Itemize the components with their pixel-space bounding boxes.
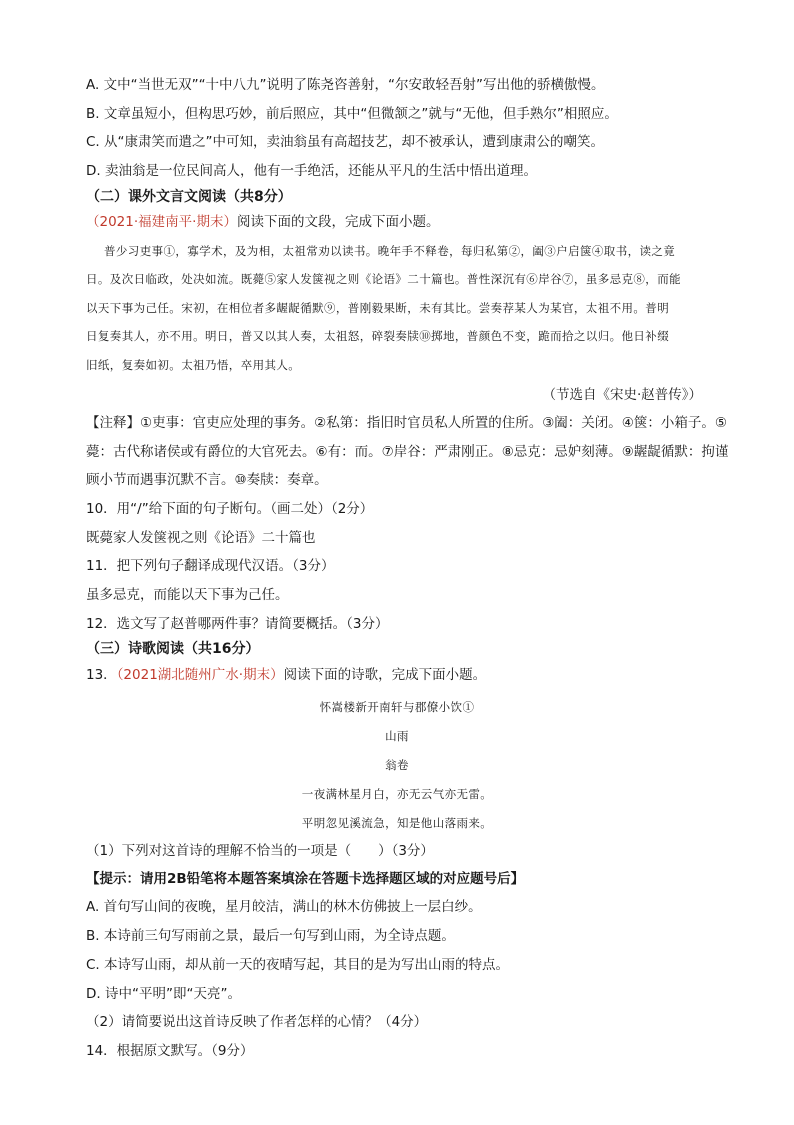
notes-line: 薨：古代称诸侯或有爵位的大官死去。⑥有：而。⑦岸谷：严肃刚正。⑧忌克：忌妒刻薄。⑨龌龊循默：拘谨	[86, 444, 729, 460]
poem-line: 一夜满林星月白，亦无云气亦无雷。	[301, 787, 493, 801]
instruction-text: 阅读下面的诗歌，完成下面小题。	[283, 667, 487, 683]
question-13-2: （2）请简要说出这首诗反映了作者怎样的心情？（4分）	[86, 1014, 428, 1030]
passage-line: 普少习吏事①，寡学术，及为相，太祖常劝以读书。晚年手不释卷，每归私第②，阖③户启箧④取书，读之竟	[104, 244, 676, 258]
question-11-sentence: 虽多忌克，而能以天下事为己任。	[86, 587, 289, 603]
question-13-intro	[86, 666, 486, 684]
section-heading-classical: （二）课外文言文阅读（共8分）	[86, 189, 292, 205]
poem-option-c: C. 本诗写山雨，却从前一天的夜晴写起，其目的是为写出山雨的特点。	[86, 957, 510, 973]
question-10-sentence: 既薨家人发箧视之则《论语》二十篇也	[86, 530, 316, 546]
answer-tip: 【提示：请用2B铅笔将本题答案填涂在答题卡选择题区域的对应题号后】	[86, 871, 525, 887]
citation: （节选自《宋史·赵普传》）	[542, 387, 702, 403]
section-heading-poetry: （三）诗歌阅读（共16分）	[86, 641, 260, 657]
poem-subtitle: 山雨	[385, 729, 409, 743]
notes-line: 【注释】①吏事：官吏应处理的事务。②私第：指旧时官员私人所置的住所。③阖：关闭。④箧：小箱子。⑤	[86, 415, 728, 431]
notes-line: 顾小节而遇事沉默不言。⑩奏牍：奏章。	[86, 472, 328, 488]
question-14: 14．根据原文默写。（9分）	[86, 1043, 254, 1059]
source-tag: （2021·福建南平·期末）	[86, 214, 237, 230]
poem-line: 平明忽见溪流急，知是他山落雨来。	[301, 816, 493, 830]
question-13-1: （1）下列对这首诗的理解不恰当的一项是（ ）（3分）	[86, 843, 434, 859]
option-a: A. 文中“当世无双”“十中八九”说明了陈尧咨善射，“尔安敢轻吾射”写出他的骄横傲慢。	[86, 77, 605, 93]
option-d: D. 卖油翁是一位民间高人，他有一手绝活，还能从平凡的生活中悟出道理。	[86, 163, 537, 179]
source-line	[86, 213, 439, 231]
passage-line: 日复奏其人，亦不用。明日，普又以其人奏，太祖怒，碎裂奏牍⑩掷地，普颜色不变，跪而拾之以归。他日补缀	[86, 329, 670, 343]
question-12: 12．选文写了赵普哪两件事？请简要概括。（3分）	[86, 616, 389, 632]
passage-line: 以天下事为己任。宋初，在相位者多龌龊循默⑨，普刚毅果断，未有其比。尝奏荐某人为某官，太祖不用。普明	[86, 301, 670, 315]
poem-title: 怀嵩楼新开南轩与郡僚小饮①	[319, 700, 475, 714]
poem-author: 翁卷	[385, 758, 409, 772]
option-b: B. 文章虽短小，但构思巧妙，前后照应，其中“但微颔之”就与“无他，但手熟尔”相照应。	[86, 106, 618, 122]
question-11: 11．把下列句子翻译成现代汉语。（3分）	[86, 558, 335, 574]
question-10: 10．用“/”给下面的句子断句。（画二处）（2分）	[86, 501, 374, 517]
passage-line: 日。及次日临政，处决如流。既薨⑤家人发箧视之则《论语》二十篇也。普性深沉有⑥岸谷⑦，虽多忌克⑧，而能	[86, 272, 681, 286]
question-13-number: 13．	[86, 667, 117, 683]
instruction-text: 阅读下面的文段，完成下面小题。	[236, 214, 440, 230]
poem-option-a: A. 首句写山间的夜晚，星月皎洁，满山的林木仿佛披上一层白纱。	[86, 899, 482, 915]
poem-option-b: B. 本诗前三句写雨前之景，最后一句写到山雨，为全诗点题。	[86, 928, 455, 944]
passage-line: 旧纸，复奏如初。太祖乃悟，卒用其人。	[86, 358, 301, 372]
option-c: C. 从“康肃笑而遣之”中可知，卖油翁虽有高超技艺，却不被承认，遭到康肃公的嘲笑。	[86, 134, 604, 150]
poem-option-d: D. 诗中“平明”即“天亮”。	[86, 986, 241, 1002]
source-tag: （2021湖北随州广水·期末）	[116, 667, 284, 683]
